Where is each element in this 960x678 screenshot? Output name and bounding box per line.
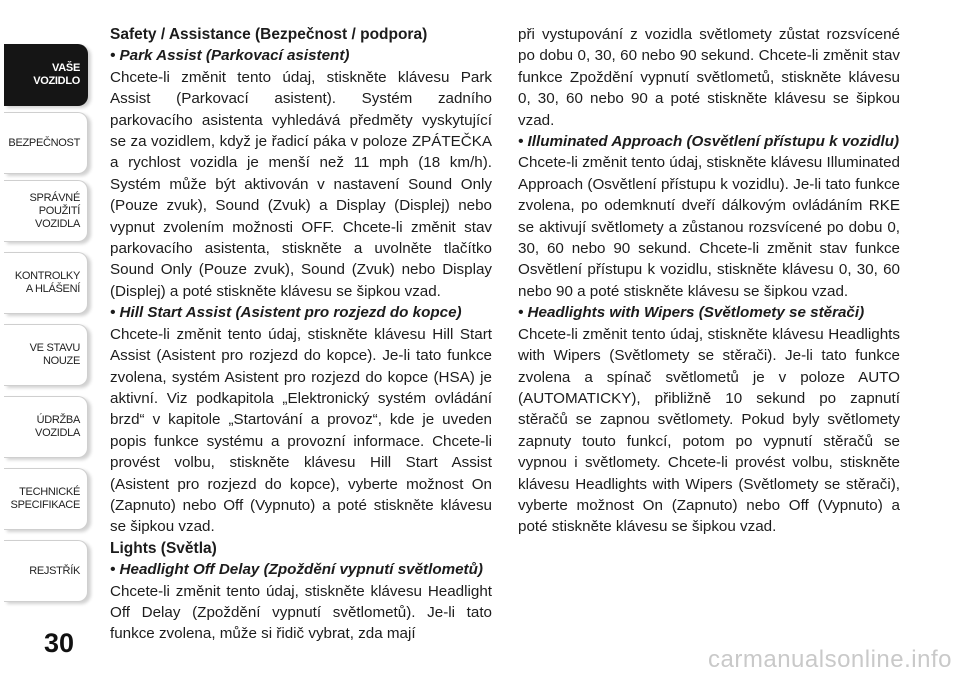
page-number: 30 [44, 628, 75, 658]
paragraph-hill-start: Chcete-li změnit tento údaj, stiskněte klávesu Hill Start Assist (Asistent pro rozjezd do kopce). Je-li tato funkce zvolena, systém Asistent pro rozjezd do kopce (HSA) je aktivní. Viz podkapitola „Elektronický systém ovládání brzd“ v kapitole „Startování a provoz“, kde je uveden popis funkce systému a provozní informace. Chcete-li provést volbu, stiskněte klávesu Hill Start Assist (Asistent pro rozjezd do kopce), vyberte možnost On (Zapnuto) nebo Off (Vypnuto) a poté stiskněte klávesu se šipkou vzad. [110, 325, 492, 536]
subsection-title-illuminated-approach: • Illuminated Approach (Osvětlení přístupu k vozidlu) [518, 133, 900, 151]
tab-udrzba-vozidla[interactable]: ÚDRŽBA VOZIDLA [4, 396, 88, 458]
watermark: carmanualsonline.info [708, 646, 952, 673]
paragraph-park-assist: Chcete-li změnit tento údaj, stiskněte klávesu Park Assist (Parkovací asistent). Systém zadního parkovacího asistenta vyhledává předměty vyskytující se za vozidlem, když je řadicí páka v poloze ZPÁTEČKA a rychlost vozidla je menší než 11 mph (18 km/h). Systém může být aktivován v nastavení Sound Only (Pouze zvuk), Sound (Zvuk) a Display (Displej) nebo vypnut zvolením možnosti OFF. Chcete-li změnit stav parkovacího asistenta, stiskněte a uvolněte tlačítko Sound Only (Pouze zvuk), Sound (Zvuk) nebo Display (Displej) a poté stiskněte klávesu se šipkou vzad. [110, 68, 492, 300]
left-column [110, 24, 492, 645]
tab-spravne-pouziti-vozidla[interactable]: SPRÁVNÉ POUŽITÍ VOZIDLA [4, 180, 88, 242]
tab-technicke-specifikace[interactable]: TECHNICKÉ SPECIFIKACE [4, 468, 88, 530]
paragraph-illuminated-approach: Chcete-li změnit tento údaj, stiskněte klávesu Illuminated Approach (Osvětlení přístupu k vozidlu). Je-li tato funkce zvolena, po odemknutí dveří dálkovým ovládáním RKE se aktivují světlomety a zůstanou rozsvícené po dobu 0, 30, 60 nebo 90 sekund. Chcete-li změnit stav funkce Osvětlení přístupu k vozidlu, stiskněte klávesu 0, 30, 60 nebo 90 a poté stiskněte klávesu se šipkou vzad. [518, 154, 900, 300]
paragraph-headlights-with-wipers: Chcete-li změnit tento údaj, stiskněte klávesu Headlights with Wipers (Světlomety se stěrači). Je-li tato funkce zvolena a spínač světlometů je v poloze AUTO (AUTOMATICKY), přibližně 10 sekund po zapnutí stěračů se zapnou světlomety. Pokud byly světlomety zapnuty touto funkcí, potom po vypnutí stěračů se vypnou i světlomety. Chcete-li provést volbu, stiskněte klávesu Headlights with Wipers (Světlomety se stěrači), vyberte možnost On (Zapnuto) nebo Off (Vypnuto) a poté stiskněte klávesu se šipkou vzad. [518, 325, 900, 536]
subsection-title-hill-start: • Hill Start Assist (Asistent pro rozjezd do kopce) [110, 304, 462, 322]
subsection-title-headlights-with-wipers: • Headlights with Wipers (Světlomety se stěrači) [518, 304, 865, 322]
tab-kontrolky-a-hlaseni[interactable]: KONTROLKY A HLÁŠENÍ [4, 252, 88, 314]
tab-vase-vozidlo[interactable]: VAŠE VOZIDLO [4, 44, 88, 106]
paragraph-headlight-off-continued: při vystupování z vozidla světlomety zůstat rozsvícené po dobu 0, 30, 60 nebo 90 sekund. Chcete-li změnit stav funkce Zpoždění vypnutí světlometů, stiskněte klávesu 0, 30, 60 nebo 90 a poté stiskněte klávesu se šipkou vzad. [518, 26, 900, 129]
tab-bezpecnost[interactable]: BEZPEČNOST [4, 112, 88, 174]
right-column [518, 24, 900, 538]
subsection-title-park-assist: • Park Assist (Parkovací asistent) [110, 47, 350, 65]
chapter-sidebar [0, 0, 100, 678]
tab-rejstrik[interactable]: REJSTŘÍK [4, 540, 88, 602]
section-title-safety: Safety / Assistance (Bezpečnost / podpora) [110, 26, 428, 43]
tab-ve-stavu-nouze[interactable]: VE STAVU NOUZE [4, 324, 88, 386]
subsection-title-headlight-off-delay: • Headlight Off Delay (Zpoždění vypnutí světlometů) [110, 561, 483, 579]
paragraph-headlight-off-delay: Chcete-li změnit tento údaj, stiskněte klávesu Headlight Off Delay (Zpoždění vypnutí světlometů). Je-li tato funkce zvolena, může si řidič vybrat, zda mají [110, 582, 492, 643]
section-title-lights: Lights (Světla) [110, 539, 217, 557]
